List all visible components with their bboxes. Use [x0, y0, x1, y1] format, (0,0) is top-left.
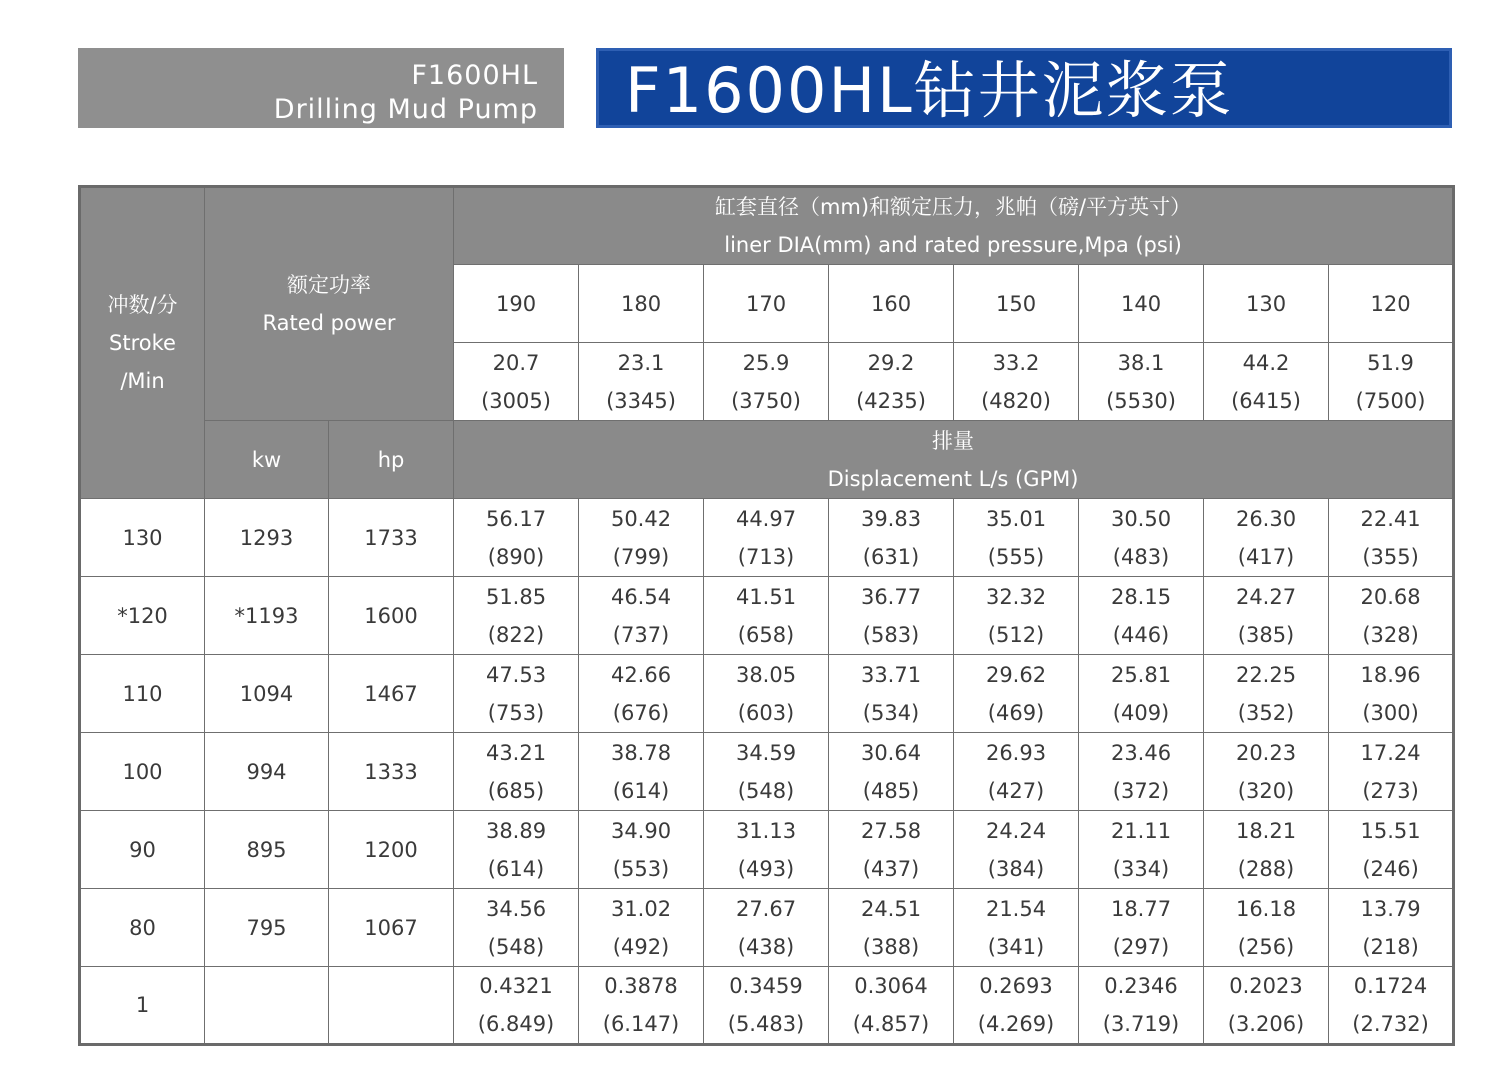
displacement-gpm: (256) — [1237, 934, 1295, 959]
displacement-gpm: (246) — [1362, 856, 1419, 881]
displacement-cell — [1329, 889, 1454, 967]
kw-cell: 1293 — [205, 499, 329, 577]
kw-header: kw — [205, 421, 329, 499]
displacement-cell — [454, 967, 579, 1045]
pressure-mpa: 44.2 — [1242, 350, 1290, 375]
kw-cell: *1193 — [205, 577, 329, 655]
displacement-cell — [1329, 577, 1454, 655]
displacement-cell — [579, 967, 704, 1045]
rated-power-header-en: Rated power — [262, 311, 396, 335]
displacement-ls: 47.53 — [485, 662, 547, 687]
displacement-cell — [829, 655, 954, 733]
displacement-cell — [1204, 655, 1329, 733]
displacement-ls: 46.54 — [610, 584, 672, 609]
displacement-gpm: (352) — [1237, 700, 1295, 725]
displacement-ls: 38.78 — [610, 740, 672, 765]
hp-cell: 1333 — [329, 733, 454, 811]
displacement-gpm: (822) — [487, 622, 545, 647]
displacement-cell — [1079, 967, 1204, 1045]
rated-pressure-cell — [829, 343, 954, 421]
stroke-cell: 1 — [80, 967, 205, 1045]
displacement-gpm: (737) — [612, 622, 670, 647]
pressure-mpa: 51.9 — [1367, 350, 1414, 375]
displacement-ls: 44.97 — [735, 506, 797, 531]
kw-cell — [205, 967, 329, 1045]
displacement-ls: 39.83 — [860, 506, 922, 531]
displacement-cell — [1079, 889, 1204, 967]
displacement-ls: 18.96 — [1360, 662, 1421, 687]
displacement-ls: 38.05 — [735, 662, 797, 687]
stroke-header-en: Stroke — [109, 331, 176, 355]
displacement-cell — [454, 655, 579, 733]
displacement-ls: 27.58 — [860, 818, 922, 843]
displacement-gpm: (6.147) — [602, 1012, 680, 1036]
displacement-cell — [1329, 811, 1454, 889]
displacement-cell — [454, 889, 579, 967]
rated-pressure-cell — [1329, 343, 1454, 421]
displacement-header — [454, 421, 1454, 499]
displacement-gpm: (555) — [987, 544, 1045, 569]
displacement-ls: 0.2346 — [1104, 974, 1178, 998]
displacement-gpm: (6.849) — [477, 1012, 555, 1036]
liner-diameter-cell: 170 — [704, 265, 829, 343]
displacement-gpm: (483) — [1112, 544, 1170, 569]
displacement-ls: 31.02 — [610, 896, 672, 921]
rated-pressure-cell — [1079, 343, 1204, 421]
displacement-ls: 43.21 — [485, 740, 547, 765]
displacement-header-en: Displacement L/s (GPM) — [827, 466, 1079, 491]
pressure-mpa: 29.2 — [867, 350, 915, 375]
rated-pressure-cell — [454, 343, 579, 421]
displacement-gpm: (3.206) — [1227, 1012, 1305, 1036]
displacement-ls: 17.24 — [1360, 740, 1421, 765]
displacement-gpm: (553) — [612, 856, 670, 881]
displacement-cell — [1329, 967, 1454, 1045]
hp-cell: 1733 — [329, 499, 454, 577]
displacement-cell — [954, 811, 1079, 889]
displacement-ls: 0.3064 — [854, 974, 928, 998]
displacement-ls: 36.77 — [860, 584, 922, 609]
displacement-ls: 27.67 — [735, 896, 797, 921]
kw-cell: 994 — [205, 733, 329, 811]
displacement-gpm: (341) — [987, 934, 1045, 959]
displacement-cell — [1204, 733, 1329, 811]
displacement-gpm: (685) — [487, 778, 545, 803]
pressure-psi: (4235) — [856, 388, 926, 413]
displacement-ls: 23.46 — [1110, 740, 1172, 765]
displacement-cell — [454, 733, 579, 811]
pressure-psi: (5530) — [1106, 388, 1176, 413]
displacement-gpm: (799) — [612, 544, 670, 569]
displacement-gpm: (583) — [862, 622, 920, 647]
displacement-ls: 0.2023 — [1229, 974, 1303, 998]
displacement-gpm: (631) — [862, 544, 920, 569]
displacement-ls: 22.41 — [1360, 506, 1421, 531]
displacement-gpm: (614) — [487, 856, 545, 881]
displacement-ls: 0.3459 — [729, 974, 803, 998]
liner-header — [454, 187, 1454, 265]
displacement-ls: 24.51 — [860, 896, 922, 921]
hp-cell — [329, 967, 454, 1045]
displacement-gpm: (603) — [737, 700, 795, 725]
pressure-psi: (4820) — [981, 388, 1051, 413]
displacement-gpm: (320) — [1237, 778, 1295, 803]
displacement-cell — [829, 889, 954, 967]
displacement-gpm: (534) — [862, 700, 920, 725]
displacement-ls: 13.79 — [1360, 896, 1421, 921]
stroke-header-cn: 冲数/分 — [107, 293, 178, 317]
pressure-mpa: 20.7 — [492, 350, 540, 375]
rated-power-header-cn: 额定功率 — [287, 273, 371, 297]
displacement-ls: 32.32 — [985, 584, 1047, 609]
hp-header: hp — [329, 421, 454, 499]
table-row — [80, 499, 1454, 577]
displacement-ls: 35.01 — [985, 506, 1047, 531]
displacement-cell — [704, 733, 829, 811]
model-label: F1600HL — [411, 60, 538, 91]
chinese-title-banner — [596, 48, 1452, 128]
rated-pressure-cell — [1204, 343, 1329, 421]
table-row — [80, 655, 1454, 733]
displacement-cell — [1204, 889, 1329, 967]
displacement-gpm: (372) — [1112, 778, 1170, 803]
displacement-cell — [1079, 655, 1204, 733]
stroke-cell: 80 — [80, 889, 205, 967]
rated-pressure-cell — [579, 343, 704, 421]
stroke-header — [80, 187, 205, 499]
displacement-gpm: (713) — [737, 544, 795, 569]
displacement-cell — [1204, 577, 1329, 655]
displacement-cell — [704, 655, 829, 733]
displacement-gpm: (4.857) — [852, 1012, 930, 1036]
displacement-ls: 21.11 — [1110, 818, 1172, 843]
displacement-ls: 29.62 — [985, 662, 1047, 687]
table-row — [80, 967, 1454, 1045]
displacement-cell — [579, 811, 704, 889]
displacement-gpm: (512) — [987, 622, 1045, 647]
liner-diameter-cell: 160 — [829, 265, 954, 343]
displacement-gpm: (469) — [987, 700, 1045, 725]
product-subtitle: Drilling Mud Pump — [273, 94, 538, 125]
displacement-ls: 34.90 — [610, 818, 672, 843]
liner-diameter-cell: 180 — [579, 265, 704, 343]
displacement-cell — [954, 655, 1079, 733]
displacement-header-cn: 排量 — [932, 428, 975, 453]
displacement-ls: 51.85 — [485, 584, 547, 609]
displacement-cell — [1079, 499, 1204, 577]
displacement-ls: 41.51 — [735, 584, 797, 609]
stroke-cell: *120 — [80, 577, 205, 655]
displacement-gpm: (409) — [1112, 700, 1170, 725]
displacement-ls: 0.4321 — [479, 974, 553, 998]
displacement-gpm: (493) — [737, 856, 795, 881]
displacement-ls: 18.77 — [1110, 896, 1172, 921]
kw-cell: 795 — [205, 889, 329, 967]
displacement-cell — [829, 499, 954, 577]
displacement-cell — [579, 577, 704, 655]
displacement-cell — [579, 889, 704, 967]
liner-diameter-cell: 150 — [954, 265, 1079, 343]
liner-diameter-cell: 120 — [1329, 265, 1454, 343]
liner-header-cn: 缸套直径（mm)和额定压力，兆帕（磅/平方英寸） — [714, 195, 1192, 219]
displacement-ls: 0.1724 — [1353, 974, 1428, 998]
displacement-gpm: (3.719) — [1102, 1012, 1180, 1036]
displacement-ls: 0.3878 — [604, 974, 678, 998]
displacement-gpm: (438) — [737, 934, 795, 959]
hp-cell: 1067 — [329, 889, 454, 967]
displacement-gpm: (658) — [737, 622, 795, 647]
liner-header-en: liner DIA(mm) and rated pressure,Mpa (psi) — [724, 233, 1182, 257]
displacement-gpm: (273) — [1362, 778, 1419, 803]
displacement-ls: 20.68 — [1360, 584, 1421, 609]
displacement-gpm: (5.483) — [727, 1012, 805, 1036]
displacement-gpm: (437) — [862, 856, 920, 881]
stroke-cell: 130 — [80, 499, 205, 577]
displacement-ls: 34.59 — [735, 740, 797, 765]
displacement-ls: 18.21 — [1235, 818, 1297, 843]
rated-pressure-cell — [954, 343, 1079, 421]
displacement-cell — [579, 499, 704, 577]
displacement-cell — [954, 889, 1079, 967]
displacement-gpm: (4.269) — [977, 1012, 1055, 1036]
displacement-gpm: (218) — [1362, 934, 1419, 959]
displacement-gpm: (334) — [1112, 856, 1170, 881]
pressure-mpa: 25.9 — [742, 350, 790, 375]
rated-pressure-cell — [704, 343, 829, 421]
hp-cell: 1467 — [329, 655, 454, 733]
displacement-cell — [1329, 499, 1454, 577]
displacement-cell — [829, 811, 954, 889]
displacement-gpm: (288) — [1237, 856, 1295, 881]
pressure-mpa: 23.1 — [617, 350, 665, 375]
displacement-cell — [454, 577, 579, 655]
displacement-cell — [704, 499, 829, 577]
table-row — [80, 811, 1454, 889]
displacement-ls: 16.18 — [1235, 896, 1297, 921]
kw-cell: 1094 — [205, 655, 329, 733]
liner-diameter-cell: 130 — [1204, 265, 1329, 343]
rated-power-header — [205, 187, 454, 421]
stroke-cell: 90 — [80, 811, 205, 889]
displacement-ls: 28.15 — [1110, 584, 1172, 609]
table-row — [80, 577, 1454, 655]
displacement-cell — [954, 733, 1079, 811]
displacement-ls: 25.81 — [1110, 662, 1172, 687]
displacement-cell — [704, 889, 829, 967]
pressure-psi: (7500) — [1355, 388, 1426, 413]
displacement-ls: 24.27 — [1235, 584, 1297, 609]
liner-diameter-cell: 190 — [454, 265, 579, 343]
displacement-ls: 20.23 — [1235, 740, 1297, 765]
displacement-ls: 30.64 — [860, 740, 922, 765]
english-title-banner — [78, 48, 564, 128]
displacement-gpm: (388) — [862, 934, 920, 959]
displacement-gpm: (614) — [612, 778, 670, 803]
displacement-cell — [1329, 733, 1454, 811]
displacement-gpm: (300) — [1362, 700, 1419, 725]
displacement-cell — [1204, 499, 1329, 577]
pressure-psi: (3005) — [481, 388, 551, 413]
displacement-gpm: (297) — [1112, 934, 1170, 959]
liner-diameter-cell: 140 — [1079, 265, 1204, 343]
displacement-cell — [1329, 655, 1454, 733]
displacement-gpm: (446) — [1112, 622, 1170, 647]
stroke-header-unit: /Min — [120, 369, 165, 393]
displacement-ls: 0.2693 — [979, 974, 1053, 998]
displacement-cell — [704, 967, 829, 1045]
displacement-ls: 26.30 — [1235, 506, 1297, 531]
displacement-ls: 21.54 — [985, 896, 1047, 921]
displacement-ls: 30.50 — [1110, 506, 1172, 531]
displacement-ls: 56.17 — [485, 506, 547, 531]
page-title: F1600HL钻井泥浆泵 — [625, 54, 1234, 127]
displacement-cell — [954, 577, 1079, 655]
displacement-gpm: (417) — [1237, 544, 1295, 569]
displacement-cell — [829, 967, 954, 1045]
displacement-gpm: (384) — [987, 856, 1045, 881]
displacement-gpm: (2.732) — [1352, 1012, 1429, 1036]
hp-cell: 1200 — [329, 811, 454, 889]
displacement-gpm: (427) — [987, 778, 1045, 803]
displacement-ls: 22.25 — [1235, 662, 1297, 687]
displacement-cell — [954, 499, 1079, 577]
displacement-cell — [954, 967, 1079, 1045]
displacement-cell — [1079, 733, 1204, 811]
table-row — [80, 733, 1454, 811]
displacement-ls: 24.24 — [985, 818, 1047, 843]
displacement-gpm: (548) — [487, 934, 545, 959]
pressure-psi: (3750) — [731, 388, 801, 413]
displacement-cell — [829, 577, 954, 655]
displacement-ls: 31.13 — [735, 818, 797, 843]
displacement-cell — [1204, 811, 1329, 889]
displacement-cell — [454, 499, 579, 577]
displacement-cell — [579, 733, 704, 811]
hp-cell: 1600 — [329, 577, 454, 655]
displacement-ls: 15.51 — [1360, 818, 1421, 843]
kw-cell: 895 — [205, 811, 329, 889]
stroke-cell: 100 — [80, 733, 205, 811]
displacement-gpm: (548) — [737, 778, 795, 803]
displacement-ls: 38.89 — [485, 818, 547, 843]
displacement-cell — [1079, 811, 1204, 889]
displacement-gpm: (753) — [487, 700, 545, 725]
displacement-ls: 26.93 — [985, 740, 1047, 765]
displacement-gpm: (328) — [1362, 622, 1419, 647]
displacement-gpm: (492) — [612, 934, 670, 959]
displacement-cell — [704, 811, 829, 889]
displacement-gpm: (890) — [487, 544, 545, 569]
displacement-ls: 33.71 — [860, 662, 922, 687]
displacement-cell — [829, 733, 954, 811]
displacement-cell — [579, 655, 704, 733]
displacement-gpm: (385) — [1237, 622, 1295, 647]
pressure-mpa: 33.2 — [992, 350, 1040, 375]
pressure-psi: (6415) — [1231, 388, 1301, 413]
pump-spec-table — [78, 185, 1455, 1046]
pressure-psi: (3345) — [606, 388, 676, 413]
displacement-cell — [1204, 967, 1329, 1045]
displacement-gpm: (355) — [1362, 544, 1419, 569]
displacement-gpm: (676) — [612, 700, 670, 725]
displacement-cell — [1079, 577, 1204, 655]
displacement-ls: 50.42 — [610, 506, 672, 531]
pressure-mpa: 38.1 — [1117, 350, 1165, 375]
displacement-cell — [704, 577, 829, 655]
stroke-cell: 110 — [80, 655, 205, 733]
displacement-gpm: (485) — [862, 778, 920, 803]
displacement-ls: 42.66 — [610, 662, 672, 687]
displacement-cell — [454, 811, 579, 889]
displacement-ls: 34.56 — [485, 896, 547, 921]
table-row — [80, 889, 1454, 967]
